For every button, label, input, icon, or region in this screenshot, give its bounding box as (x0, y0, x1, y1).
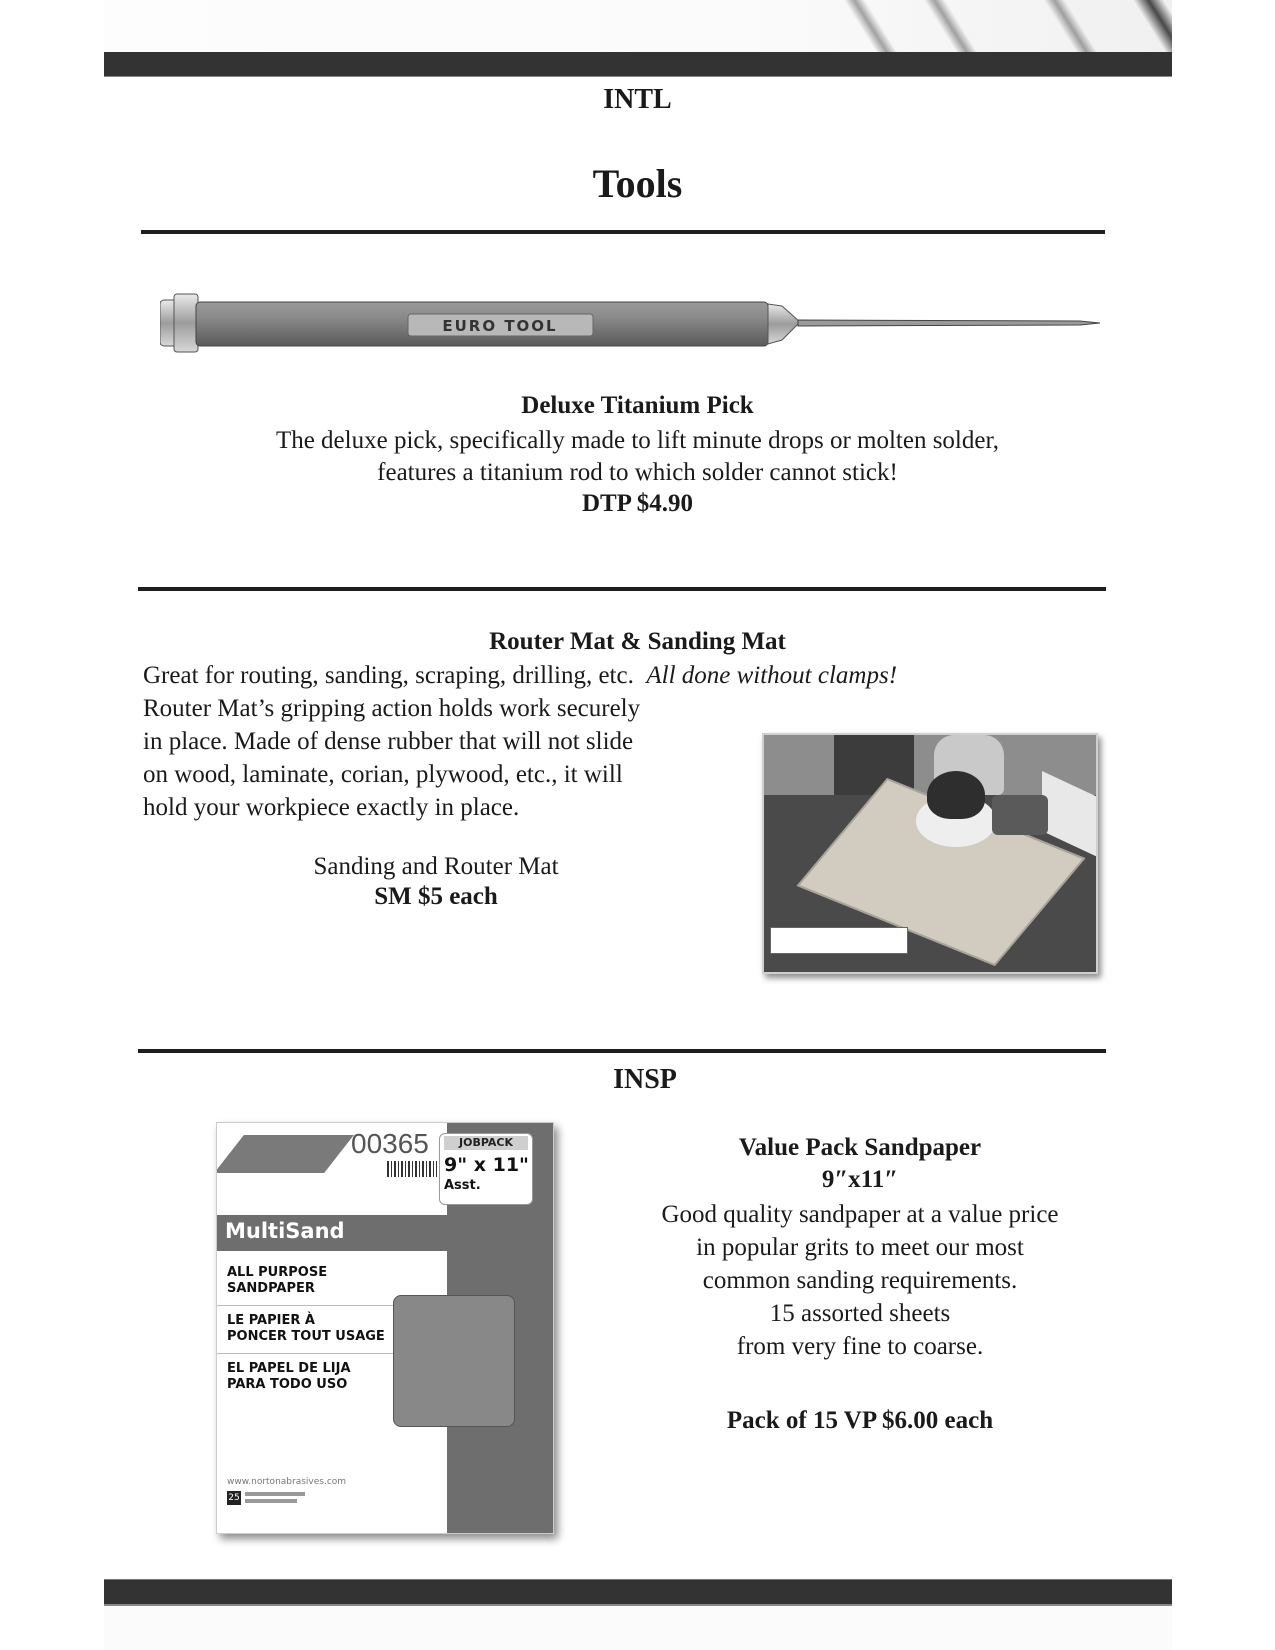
product-description-line: Router Mat’s gripping action holds work securely (143, 695, 641, 722)
photo-sander-body (927, 771, 985, 819)
pick-ferrule (768, 304, 800, 344)
product-description-line: hold your workpiece exactly in place. (143, 794, 520, 821)
header-streak (1034, 0, 1113, 52)
package-line: EL PAPEL DE LIJA (227, 1361, 351, 1376)
pick-rod (798, 320, 1100, 326)
photo-label-box (770, 927, 908, 954)
section-code-insp: INSP (613, 1064, 677, 1095)
package-number: 00365 (351, 1128, 429, 1159)
package-line: ALL PURPOSE (227, 1265, 328, 1280)
package-count: 25 (228, 1493, 240, 1503)
photo-sander-handle (992, 795, 1048, 835)
product-description-line: common sanding requirements. (702, 1267, 1018, 1294)
package-label (439, 1133, 533, 1205)
package-text-es (227, 1361, 351, 1393)
package-logo-shape (216, 1135, 354, 1173)
product-variant: Sanding and Router Mat (313, 853, 559, 880)
product-price: DTP $4.90 (581, 490, 694, 517)
package-text-en (227, 1265, 327, 1297)
package-line: LE PAPIER À (227, 1313, 315, 1328)
product-description-line: in popular grits to meet our most (696, 1234, 1024, 1261)
pick-brand-label: EURO TOOL (442, 317, 558, 335)
product-description-line: The deluxe pick, specifically made to lift minute drops or molten solder, (275, 427, 1000, 454)
pick-nut (174, 294, 198, 352)
product-intro-text: Great for routing, sanding, scraping, drilling, etc. (143, 662, 634, 689)
header-bar (104, 52, 1172, 77)
product-intro (143, 659, 1103, 692)
package-line: PARA TODO USO (227, 1377, 348, 1392)
package-text-fr (227, 1313, 385, 1345)
package-brand: MultiSand (225, 1219, 345, 1243)
header-streak (1124, 0, 1172, 52)
package-jobpack: JOBPACK (444, 1136, 528, 1150)
package-fineprint (245, 1499, 297, 1503)
package-barcode (387, 1161, 437, 1177)
package-assortment: Asst. (444, 1178, 481, 1193)
product-name: Value Pack Sandpaper (738, 1134, 982, 1161)
divider (141, 230, 1105, 234)
package-sandpaper-swatch (393, 1295, 515, 1427)
product-description-line: from very fine to coarse. (736, 1333, 984, 1360)
product-description-line: in place. Made of dense rubber that will not slide (143, 728, 634, 755)
product-price: Pack of 15 VP $6.00 each (726, 1407, 994, 1434)
package-size: 9" x 11" (444, 1154, 529, 1176)
package-line: PONCER TOUT USAGE (227, 1329, 385, 1344)
sandpaper-package-image (216, 1122, 554, 1534)
package-fineprint (245, 1492, 305, 1496)
titanium-pick-image (160, 288, 1100, 358)
product-description-line: features a titanium rod to which solder cannot stick! (377, 459, 898, 486)
product-intro-italic: All done without clamps! (646, 662, 898, 689)
page-title: Tools (592, 161, 683, 206)
header-streak (834, 0, 913, 52)
package-line: SANDPAPER (227, 1281, 315, 1296)
divider (138, 1049, 1106, 1053)
product-size: 9″x11″ (821, 1166, 899, 1193)
header-decoration (104, 0, 1172, 52)
footer-bar (104, 1579, 1172, 1606)
section-code-intl: INTL (603, 84, 672, 115)
divider (138, 587, 1106, 591)
product-description-line: on wood, laminate, corian, plywood, etc., it will (143, 761, 623, 788)
product-name: Router Mat & Sanding Mat (489, 628, 786, 655)
router-mat-photo (762, 733, 1098, 974)
product-price: SM $5 each (374, 883, 498, 910)
product-name: Deluxe Titanium Pick (521, 392, 754, 419)
product-description-line: Good quality sandpaper at a value price (661, 1201, 1059, 1228)
header-streak (914, 0, 993, 52)
package-website: www.nortonabrasives.com (227, 1477, 347, 1487)
product-description-line: 15 assorted sheets (769, 1300, 951, 1327)
footer-fade (104, 1606, 1172, 1650)
